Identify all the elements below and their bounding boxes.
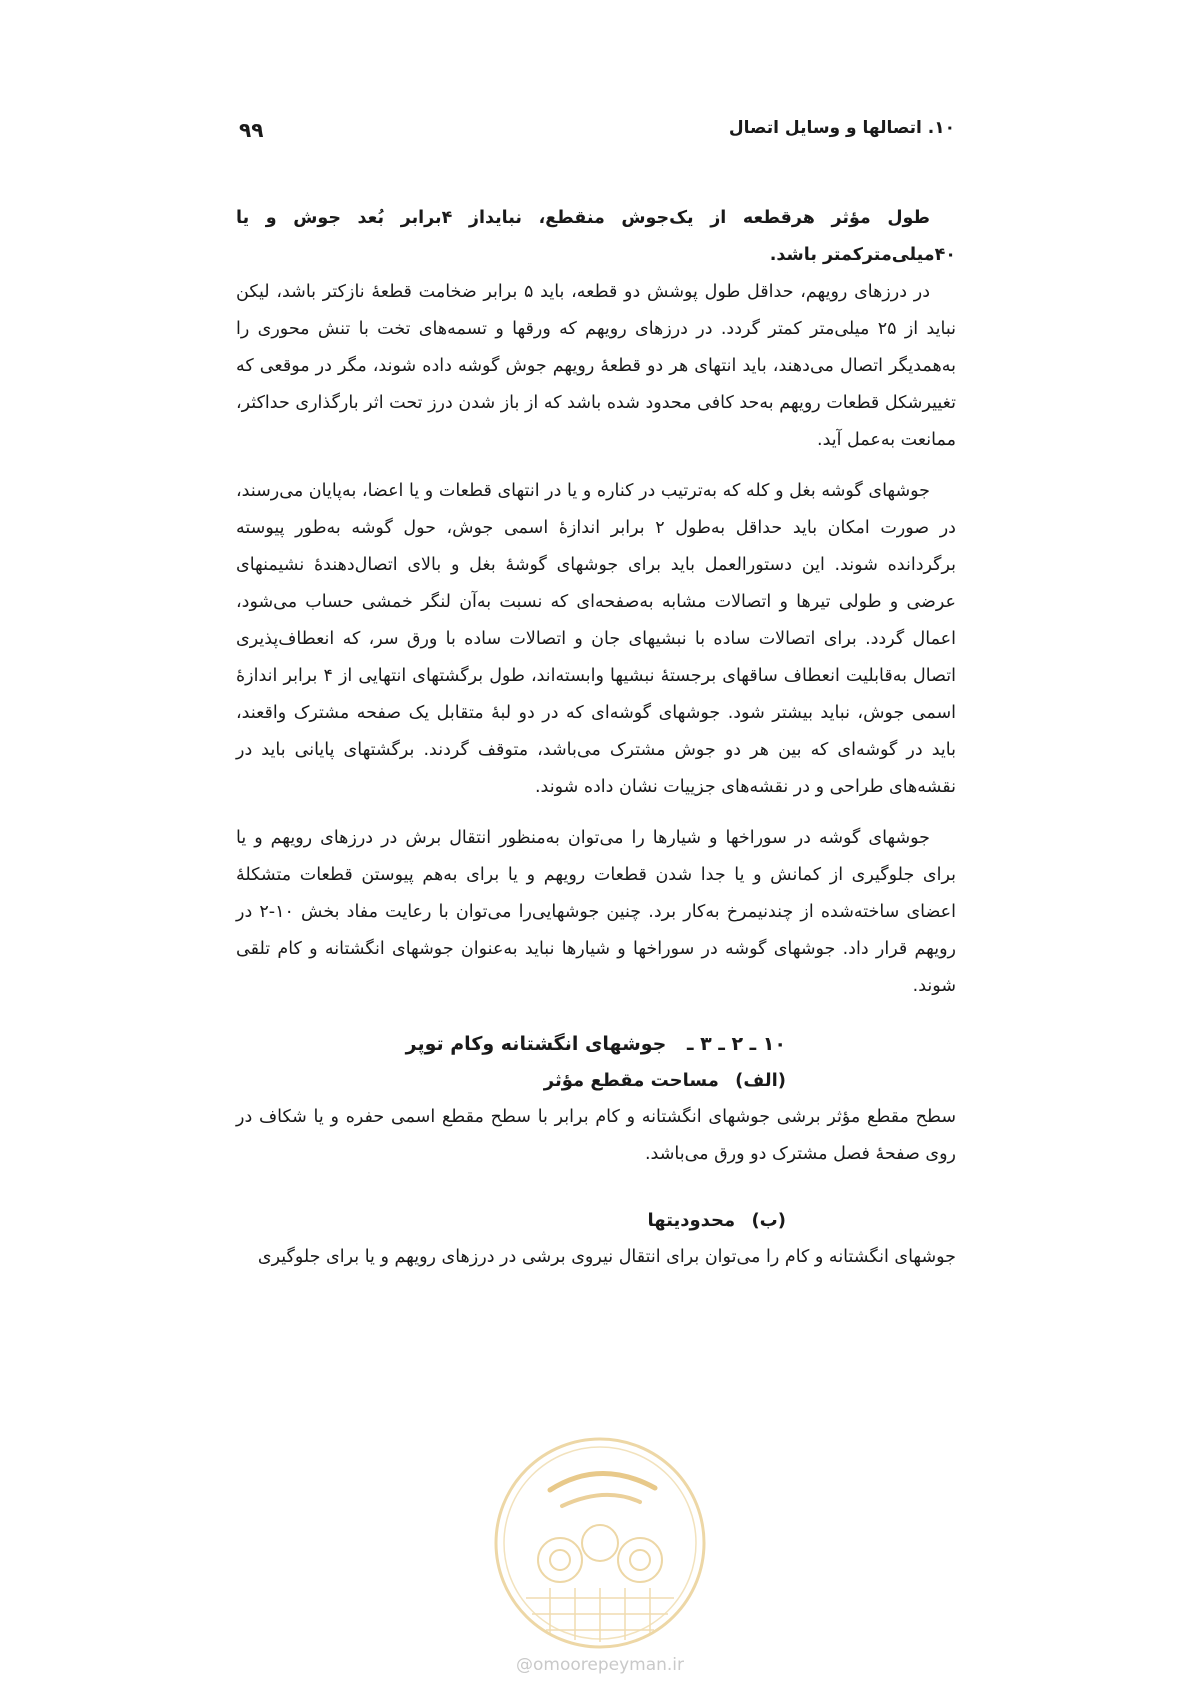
subsection-a-mark: (الف) xyxy=(735,1070,786,1091)
chapter-title: ۱۰. اتصالها و وسایل اتصال xyxy=(728,118,955,138)
section-number: ۱۰ ـ ۲ ـ ۳ ـ xyxy=(687,1033,786,1055)
paragraph-lap-joints: در درزهای رویهم، حداقل طول پوشش دو قطعه، باید ۵ برابر ضخامت قطعهٔ نازکتر باشد، لیکن نباید از ۲۵ میلی‌متر کمتر گردد. در درزهای رویهم که ورقها و تسمه‌های تخت با تنش محوری را به‌همدیگر اتصال می‌دهند، باید انتهای هر دو قطعهٔ رویهم جوش گوشه داده شوند، مگر در موقعی که تغییرشکل قطعات رویهم به‌حد کافی محدود شده باشد که از باز شدن درز تحت اثر بارگذاری حداکثر، ممانعت به‌عمل آید. xyxy=(236,282,957,450)
subsection-b-heading xyxy=(236,1203,956,1239)
subsection-b-mark: (ب) xyxy=(751,1210,786,1231)
subsection-a-heading xyxy=(236,1063,956,1099)
watermark-logo xyxy=(490,1428,710,1678)
paragraph-intermittent-weld-length: طول مؤثر هرقطعه از یک‌جوش منقطع، نبایداز ۴برابر بُعد جوش و یا ۴۰میلی‌مترکمتر باشد. xyxy=(236,208,956,265)
page-body xyxy=(236,200,956,1276)
watermark-url: @omoorepeyman.ir xyxy=(515,1655,685,1675)
paragraph-fillet-in-holes: جوشهای گوشه در سوراخها و شیارها را می‌توان به‌منظور انتقال برش در درزهای رویهم و یا برای جلوگیری از کمانش و یا جدا شدن قطعات رویهم و یا برای به‌هم پیوستن قطعات متشکلهٔ اعضای ساخته‌شده از چندنیمرخ به‌کار برد. چنین جوشهایی‌را می‌توان با رعایت مفاد بخش ۱۰-۲ در رویهم قرار داد. جوشهای گوشه در سوراخها و شیارها نباید به‌عنوان جوشهای انگشتانه و کام تلقی شوند. xyxy=(236,828,956,996)
subsection-a-text: سطح مقطع مؤثر برشی جوشهای انگشتانه و کام برابر با سطح مقطع اسمی حفره و یا شکاف در روی صفحهٔ فصل مشترک دو ورق می‌باشد. xyxy=(236,1107,956,1164)
subsection-a-title: مساحت مقطع مؤثر xyxy=(543,1070,719,1091)
section-heading xyxy=(236,1025,956,1063)
page-header xyxy=(235,118,955,158)
subsection-b-text: جوشهای انگشتانه و کام را می‌توان برای انتقال نیروی برشی در درزهای رویهم و یا برای جلوگیری xyxy=(257,1247,956,1267)
page-number: ۹۹ xyxy=(239,118,264,142)
subsection-b-title: محدودیتها xyxy=(647,1210,736,1231)
paragraph-end-returns: جوشهای گوشه بغل و کله که به‌ترتیب در کناره و یا در انتهای قطعات و یا اعضا، به‌پایان می‌رسند، در صورت امکان باید حداقل به‌طول ۲ برابر اندازهٔ اسمی جوش، حول گوشه به‌طور پیوسته برگردانده شوند. این دستورالعمل باید برای جوشهای گوشهٔ بغل و بالای اتصال‌دهندهٔ نشیمنهای عرضی و طولی تیرها و اتصالات مشابه به‌صفحه‌ای که نسبت به‌آن لنگر خمشی حساب می‌شود، اعمال گردد. برای اتصالات ساده با نبشیهای جان و اتصالات ساده با ورق سر، که انعطاف‌پذیری اتصال به‌قابلیت انعطاف ساقهای برجستهٔ نبشیها وابسته‌اند، طول برگشتهای انتهایی از ۴ برابر اندازهٔ اسمی جوش، نباید بیشتر شود. جوشهای گوشه‌ای که در دو لبهٔ متقابل یک صفحه مشترک واقعند، باید در گوشه‌ای که بین هر دو جوش مشترک می‌باشد، متوقف گردند. برگشتهای پایانی باید در نقشه‌های طراحی و در نقشه‌های جزییات نشان داده شوند. xyxy=(236,481,956,797)
section-title: جوشهای انگشتانه وکام توپر xyxy=(405,1033,667,1055)
